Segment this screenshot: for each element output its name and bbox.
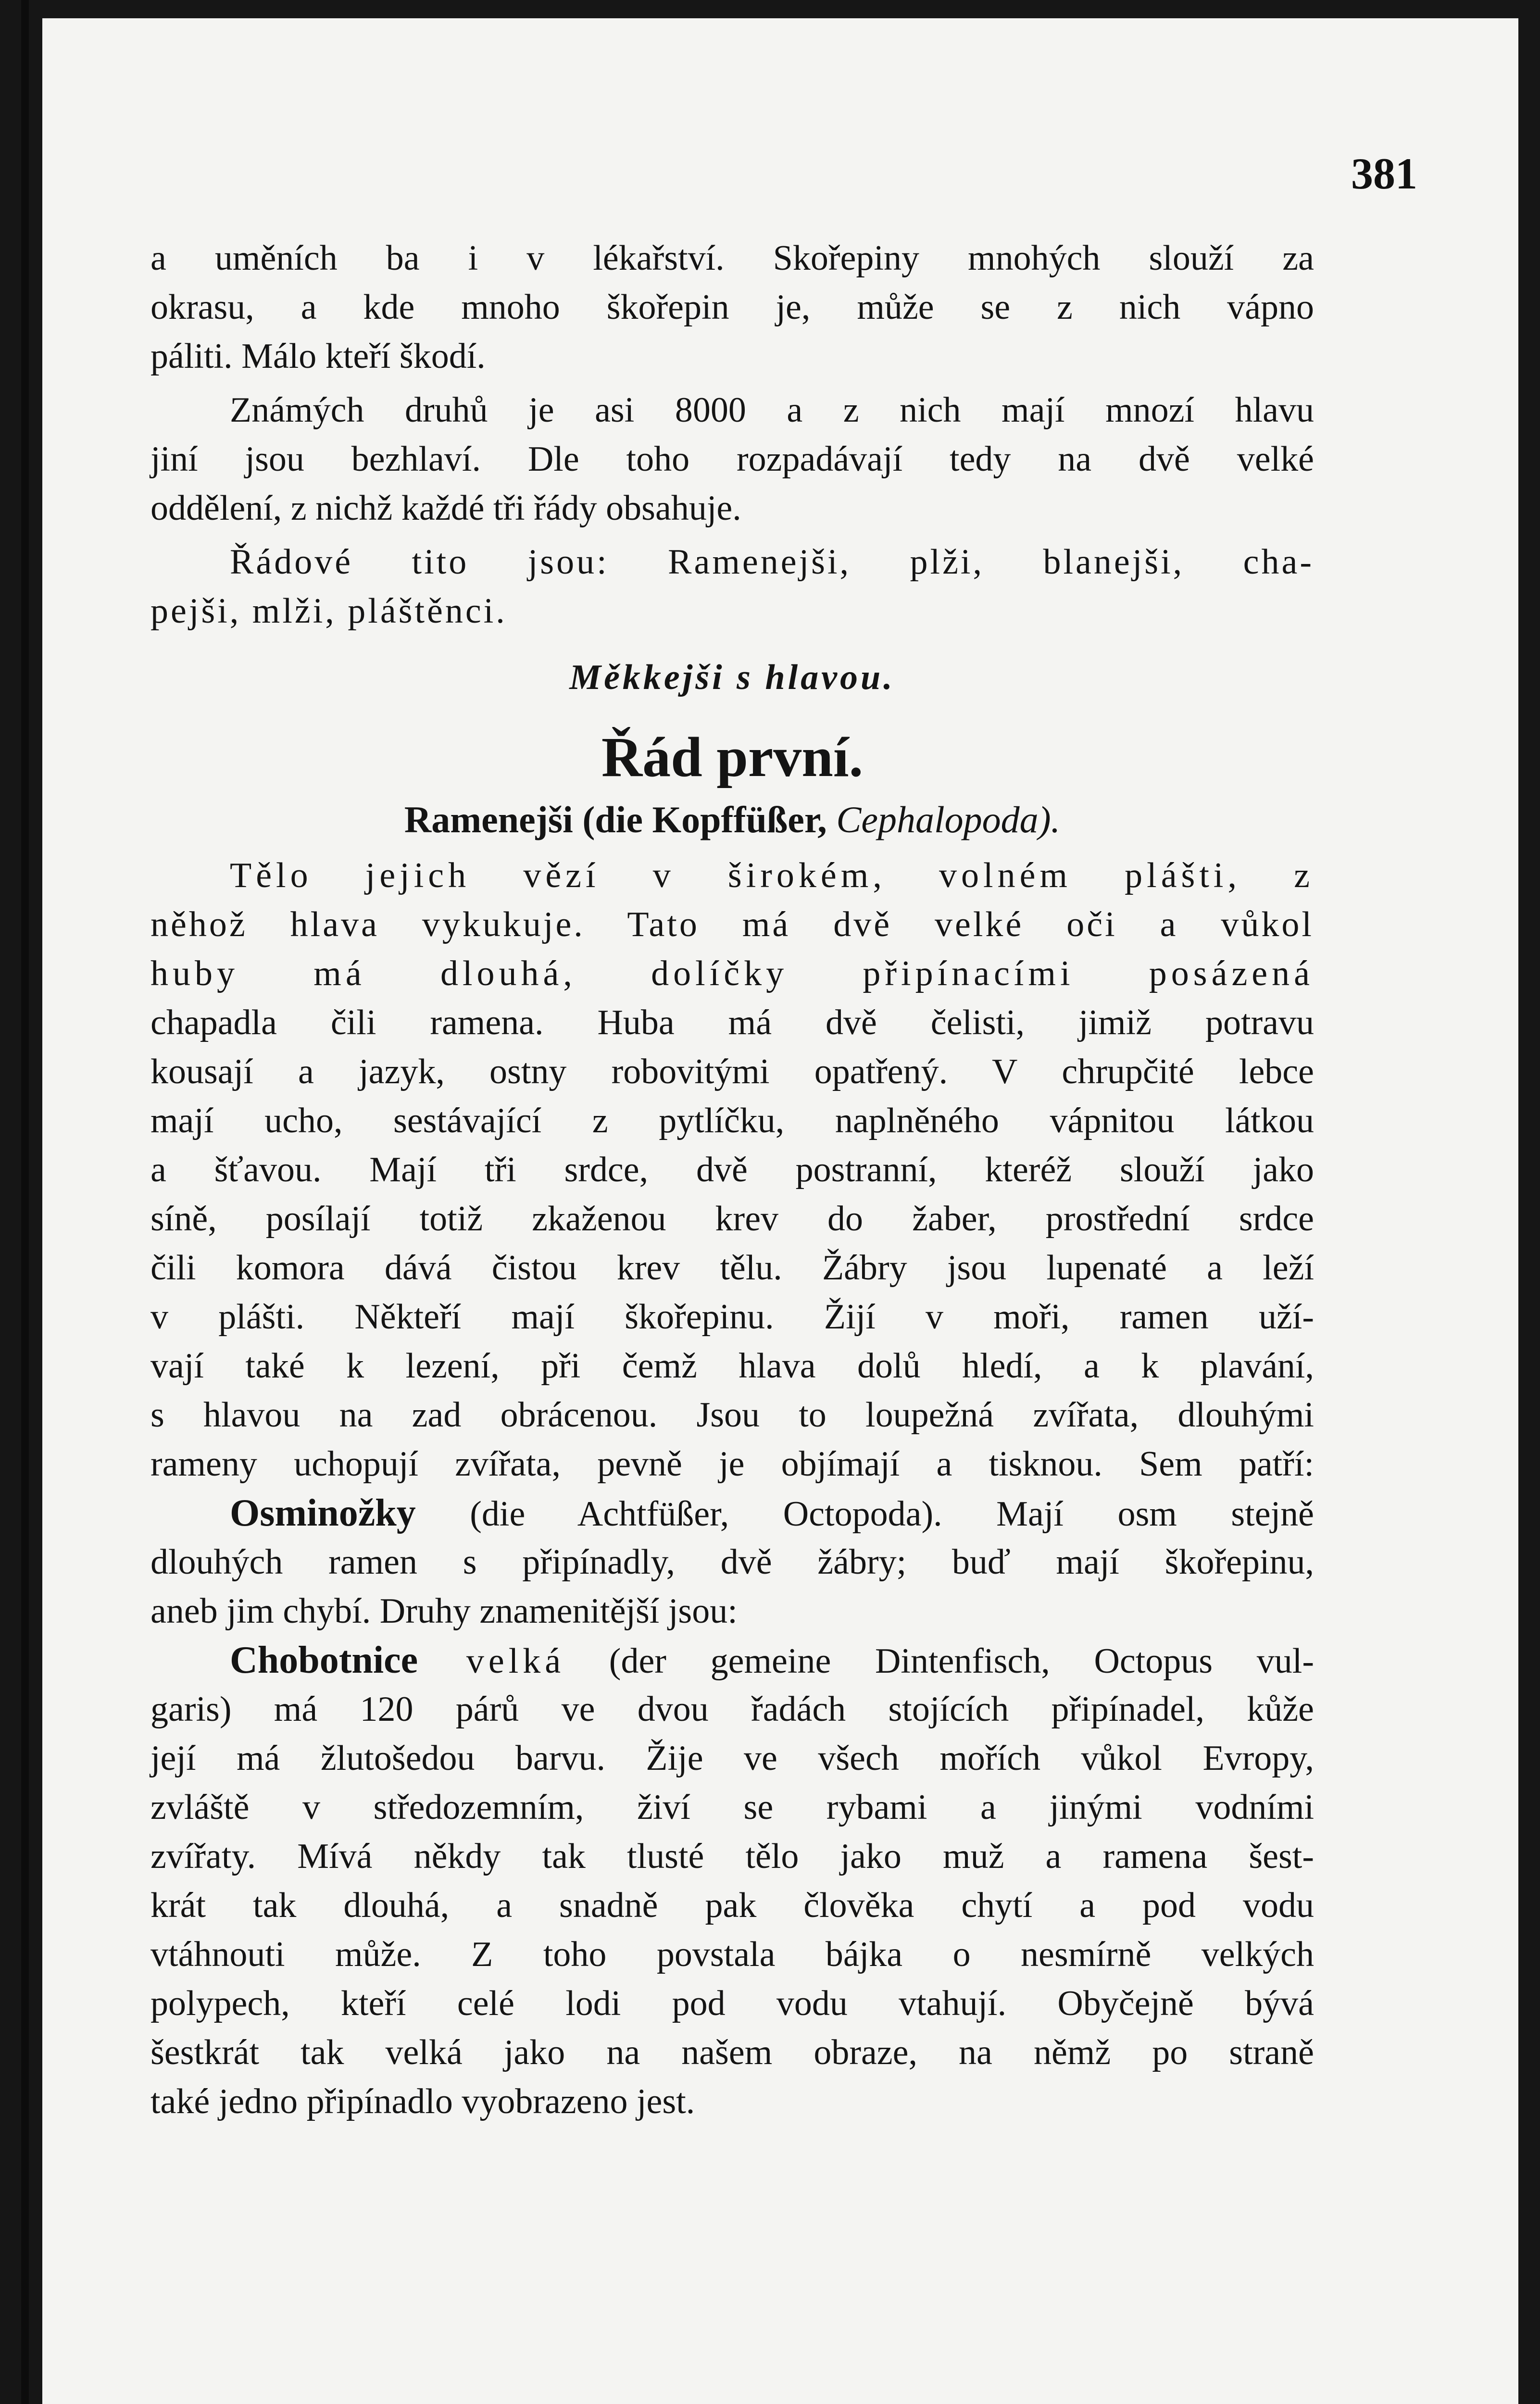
text-line: také jedno připínadlo vyobrazeno jest.	[150, 2082, 695, 2121]
text-line: oddělení, z nichž každé tři řády obsahuje.	[150, 488, 741, 528]
text-line: v plášti. Někteří mají škořepinu. Žijí v moři, ramen uží-	[150, 1297, 1314, 1337]
text-line: vtáhnouti může. Z toho povstala bájka o nesmírně velkých	[150, 1935, 1314, 1974]
text-line-osminozky	[150, 1489, 1314, 1538]
text-line: rameny uchopují zvířata, pevně je objímají a tisknou. Sem patří:	[150, 1444, 1314, 1484]
order-subheading	[150, 793, 1314, 846]
text-line: něhož hlava vykukuje. Tato má dvě velké oči a vůkol	[150, 905, 1314, 944]
text-line: její má žlutošedou barvu. Žije ve všech mořích vůkol Evropy,	[150, 1739, 1314, 1778]
text-line: čili komora dává čistou krev tělu. Žábry jsou lupenaté a leží	[150, 1248, 1314, 1288]
term-osminozky: Osminožky	[230, 1492, 416, 1534]
text-line: mají ucho, sestávající z pytlíčku, naplněného vápnitou látkou	[150, 1101, 1314, 1140]
text-line: vají také k lezení, při čemž hlava dolů hledí, a k plavání,	[150, 1346, 1314, 1386]
text-line: Tělo jejich vězí v širokém, volném plášti, z	[230, 856, 1314, 895]
text-line: síně, posílají totiž zkaženou krev do žaber, prostřední srdce	[150, 1199, 1314, 1239]
paragraph-3	[150, 538, 1314, 636]
text-line: aneb jim chybí. Druhy znamenitější jsou:	[150, 1591, 738, 1631]
text-line: Známých druhů je asi 8000 a z nich mají mnozí hlavu	[230, 390, 1314, 430]
paragraph-5	[150, 1489, 1314, 1636]
text-line: krát tak dlouhá, a snadně pak člověka chytí a pod vodu	[150, 1886, 1314, 1925]
text-line: Řádové tito jsou: Ramenejši, plži, blanejši, cha-	[230, 542, 1314, 582]
paragraph-2	[150, 386, 1314, 533]
chobotnice-spaced: velká	[418, 1641, 565, 1681]
chobotnice-text: (der gemeine Dintenfisch, Octopus vul-	[565, 1641, 1314, 1681]
text-line: garis) má 120 párů ve dvou řadách stojících připínadel, kůže	[150, 1690, 1314, 1729]
text-line: jiní jsou bezhlaví. Dle toho rozpadávají tedy na dvě velké	[150, 439, 1314, 479]
paragraph-1	[150, 234, 1314, 381]
order-latin-name: Cephalopoda).	[836, 799, 1061, 840]
page-number: 381	[1351, 149, 1417, 198]
text-line: kousají a jazyk, ostny robovitými opatřený. V chrupčité lebce	[150, 1052, 1314, 1091]
paragraph-4	[150, 851, 1314, 1489]
term-chobotnice: Chobotnice	[230, 1639, 418, 1681]
text-line: okrasu, a kde mnoho škořepin je, může se z nich vápno	[150, 288, 1314, 327]
text-line: páliti. Málo kteří škodí.	[150, 337, 486, 376]
osminozky-text: (die Achtfüßer, Octopoda). Mají osm stejně	[415, 1494, 1314, 1534]
text-line: a uměních ba i v lékařství. Skořepiny mnohých slouží za	[150, 238, 1314, 278]
text-line: zvláště v středozemním, živí se rybami a jinými vodními	[150, 1788, 1314, 1827]
page-body	[150, 234, 1314, 2126]
text-line: dlouhých ramen s připínadly, dvě žábry; buď mají škořepinu,	[150, 1542, 1314, 1582]
text-line-chobotnice	[150, 1636, 1314, 1685]
text-line: šestkrát tak velká jako na našem obraze, na němž po straně	[150, 2033, 1314, 2072]
text-line: a šťavou. Mají tři srdce, dvě postranní, kteréž slouží jako	[150, 1150, 1314, 1189]
scan-edge-rule	[21, 0, 29, 2404]
text-line: polypech, kteří celé lodi pod vodu vtahují. Obyčejně bývá	[150, 1984, 1314, 2023]
order-german-name: (die Kopffüßer,	[582, 799, 827, 840]
order-name: Ramenejši	[404, 799, 573, 840]
text-line: pejši, mlži, pláštěnci.	[150, 591, 507, 631]
text-line: s hlavou na zad obrácenou. Jsou to loupežná zvířata, dlouhými	[150, 1395, 1314, 1435]
order-heading: Řád první.	[601, 726, 864, 789]
section-subtitle: Měkkejši s hlavou.	[569, 658, 895, 697]
text-line: huby má dlouhá, dolíčky připínacími posázená	[150, 954, 1314, 993]
paragraph-6	[150, 1636, 1314, 2126]
text-line: zvířaty. Mívá někdy tak tlusté tělo jako muž a ramena šest-	[150, 1837, 1314, 1876]
text-line: chapadla čili ramena. Huba má dvě čelisti, jimiž potravu	[150, 1003, 1314, 1042]
book-page	[42, 18, 1518, 2404]
